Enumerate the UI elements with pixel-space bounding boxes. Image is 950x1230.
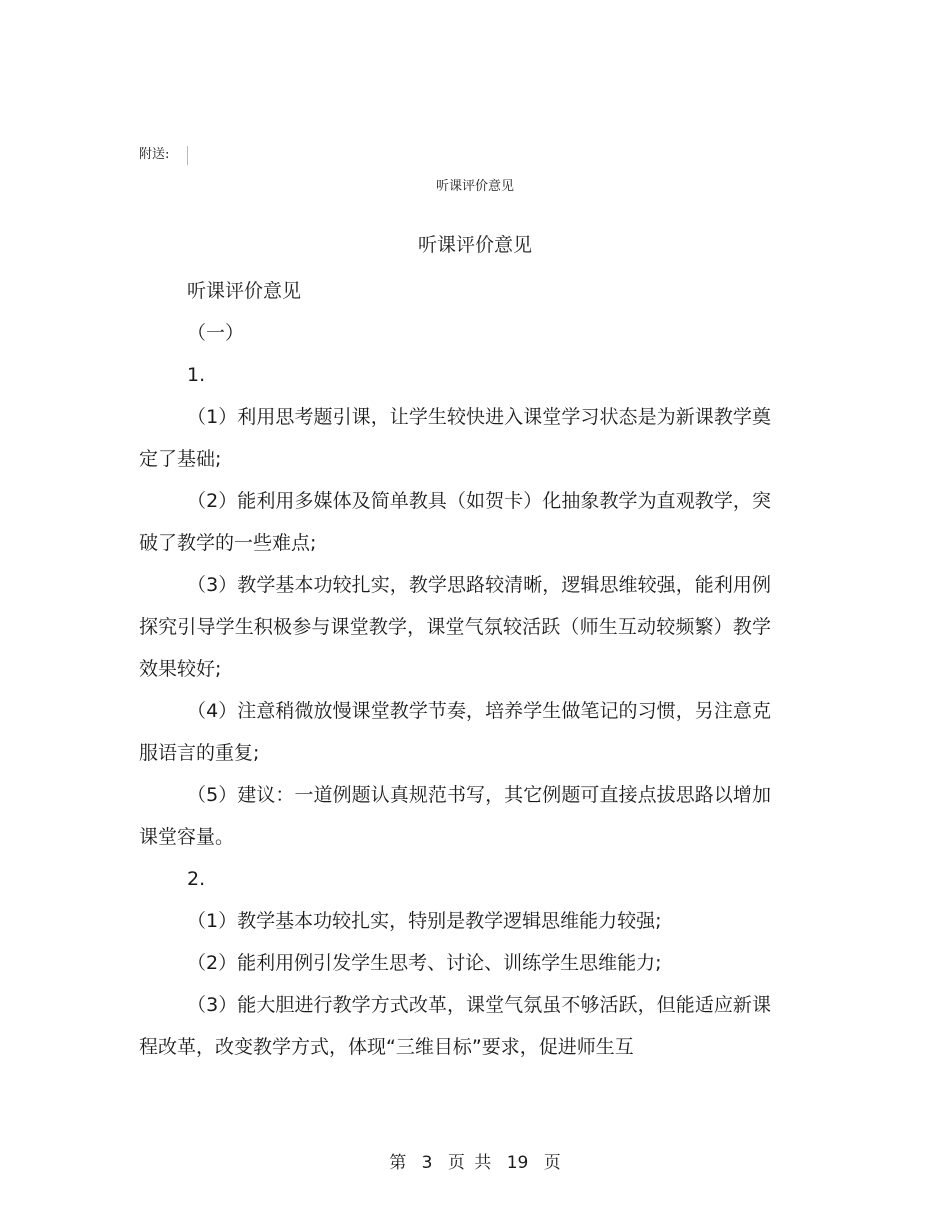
paragraph-section-marker: （一） — [187, 322, 245, 344]
footer-middle: 页 共 — [447, 1153, 492, 1173]
paragraph-subtitle: 听课评价意见 — [187, 280, 302, 302]
attach-label: 附送: — [139, 147, 170, 162]
paragraph: （2）能利用多媒体及简单教具（如贺卡）化抽象教学为直观教学，突破了教学的一些难点; — [139, 490, 771, 554]
text-cursor — [187, 146, 188, 165]
document-body — [139, 270, 771, 1068]
page-title: 听课评价意见 — [417, 234, 532, 256]
page-footer — [0, 1151, 950, 1175]
footer-prefix: 第 — [389, 1153, 407, 1173]
paragraph: （4）注意稍微放慢课堂教学节奏，培养学生做笔记的习惯，另注意克服语言的重复; — [139, 700, 771, 764]
header-small-title: 听课评价意见 — [435, 179, 514, 194]
paragraph-item-number: 1. — [187, 364, 206, 386]
paragraph: （3）教学基本功较扎实，教学思路较清晰，逻辑思维较强，能利用例探究引导学生积极参与课堂教学，课堂气氛较活跃（师生互动较频繁）教学效果较好; — [139, 574, 771, 680]
paragraph: （1）利用思考题引课，让学生较快进入课堂学习状态是为新课教学奠定了基础; — [139, 406, 771, 470]
paragraph: （2）能利用例引发学生思考、讨论、训练学生思维能力; — [187, 952, 662, 974]
paragraph: （1）教学基本功较扎实，特别是教学逻辑思维能力较强; — [187, 910, 662, 932]
total-page-count: 19 — [506, 1153, 529, 1173]
paragraph: （5）建议：一道例题认真规范书写，其它例题可直接点拔思路以增加课堂容量。 — [139, 784, 771, 848]
current-page-number: 3 — [421, 1153, 433, 1173]
paragraph: （3）能大胆进行教学方式改革，课堂气氛虽不够活跃，但能适应新课程改革，改变教学方式，体现“三维目标”要求，促进师生互 — [139, 994, 771, 1058]
paragraph-item-number: 2. — [187, 868, 206, 890]
footer-suffix: 页 — [543, 1153, 561, 1173]
